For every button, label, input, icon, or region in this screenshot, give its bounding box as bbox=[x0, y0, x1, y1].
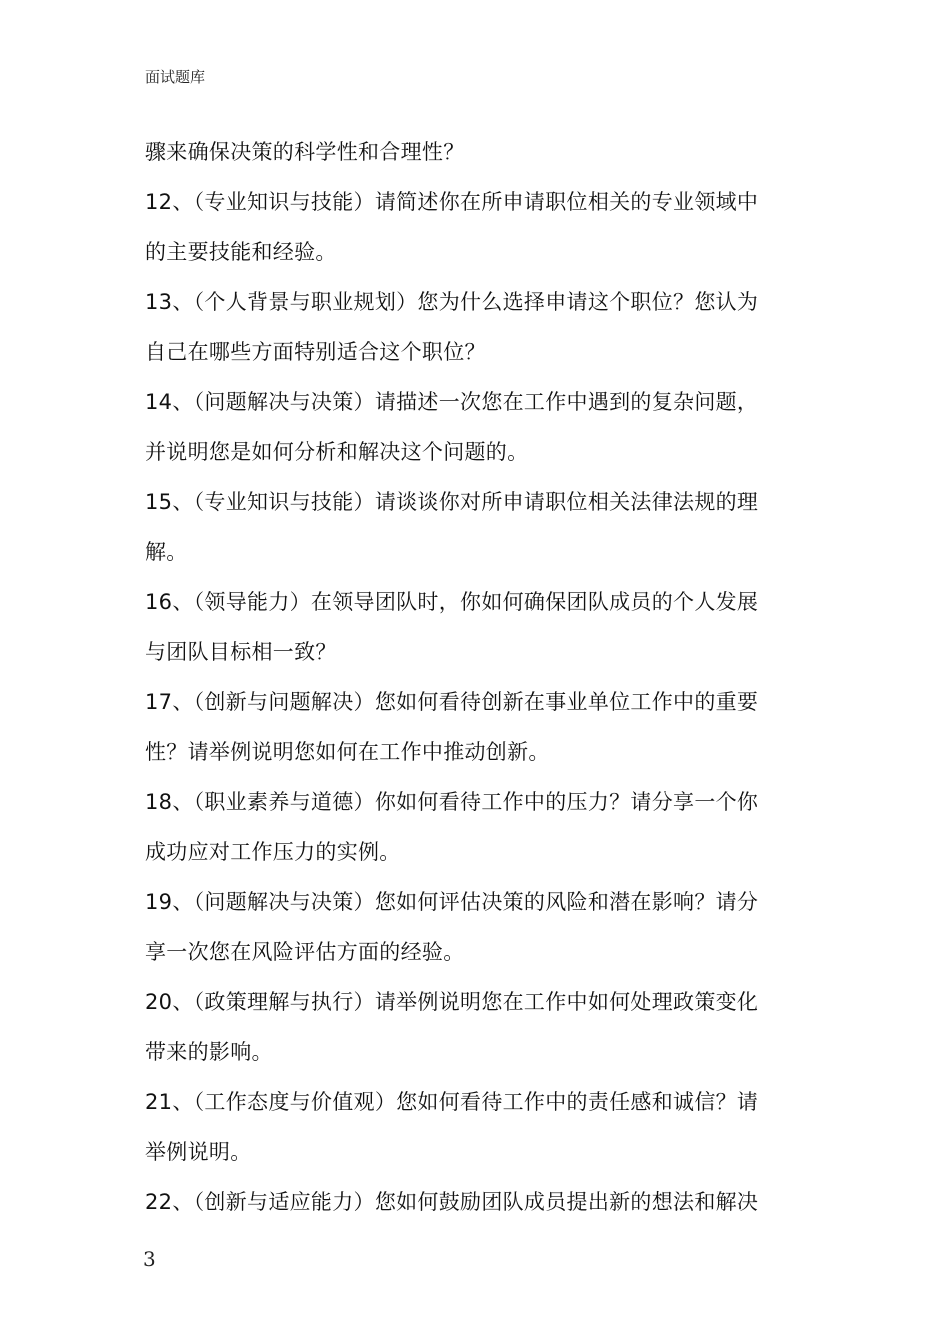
text-line: 享一次您在风险评估方面的经验。 bbox=[145, 940, 465, 964]
text-line: 自己在哪些方面特别适合这个职位？ bbox=[145, 340, 486, 364]
page-header: 面试题库 bbox=[145, 68, 206, 86]
text-line: 并说明您是如何分析和解决这个问题的。 bbox=[145, 440, 529, 464]
text-line: 22、（创新与适应能力）您如何鼓励团队成员提出新的想法和解决 bbox=[145, 1190, 759, 1214]
text-line: 的主要技能和经验。 bbox=[145, 240, 337, 264]
text-line: 成功应对工作压力的实例。 bbox=[145, 840, 401, 864]
text-line: 骤来确保决策的科学性和合理性？ bbox=[145, 140, 465, 164]
text-line: 14、（问题解决与决策）请描述一次您在工作中遇到的复杂问题， bbox=[145, 390, 759, 414]
text-line: 18、（职业素养与道德）你如何看待工作中的压力？请分享一个你 bbox=[145, 790, 759, 814]
text-line: 21、（工作态度与价值观）您如何看待工作中的责任感和诚信？请 bbox=[145, 1090, 759, 1114]
text-line: 解。 bbox=[145, 540, 188, 564]
text-line: 举例说明。 bbox=[145, 1140, 252, 1164]
text-line: 与团队目标相一致？ bbox=[145, 640, 337, 664]
text-line: 带来的影响。 bbox=[145, 1040, 273, 1064]
text-line: 12、（专业知识与技能）请简述你在所申请职位相关的专业领域中 bbox=[145, 190, 759, 214]
text-line: 13、（个人背景与职业规划）您为什么选择申请这个职位？您认为 bbox=[145, 290, 759, 314]
text-line: 20、（政策理解与执行）请举例说明您在工作中如何处理政策变化 bbox=[145, 990, 759, 1014]
page-number: 3 bbox=[143, 1247, 156, 1271]
text-line: 17、（创新与问题解决）您如何看待创新在事业单位工作中的重要 bbox=[145, 690, 759, 714]
text-line: 性？请举例说明您如何在工作中推动创新。 bbox=[145, 740, 550, 764]
text-line: 19、（问题解决与决策）您如何评估决策的风险和潜在影响？请分 bbox=[145, 890, 759, 914]
text-line: 15、（专业知识与技能）请谈谈你对所申请职位相关法律法规的理 bbox=[145, 490, 759, 514]
document-body bbox=[145, 132, 810, 1232]
text-line: 16、（领导能力）在领导团队时，你如何确保团队成员的个人发展 bbox=[145, 590, 759, 614]
